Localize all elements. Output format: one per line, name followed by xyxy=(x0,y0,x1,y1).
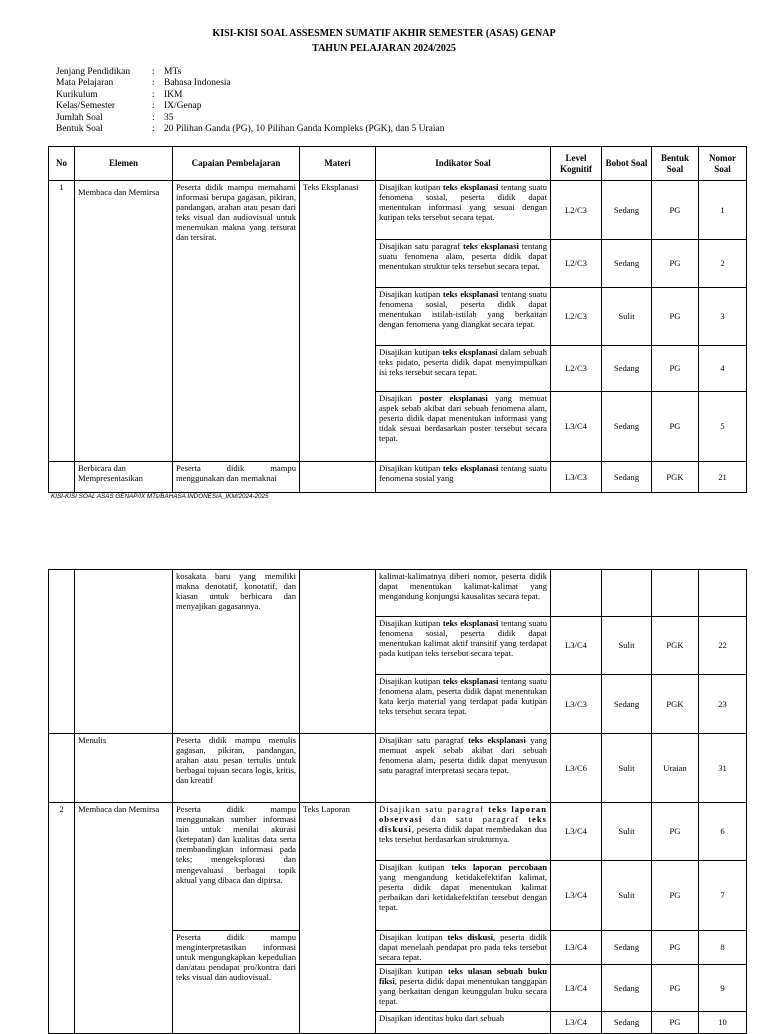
level-cell: L2/C3 xyxy=(551,346,602,392)
bentuk-cell: PG xyxy=(652,181,699,240)
info-row xyxy=(56,78,444,89)
ind-text: Disajikan kutipan xyxy=(379,932,448,942)
indikator-cell xyxy=(376,288,551,346)
level-cell: L3/C3 xyxy=(551,462,602,493)
nomor-cell: 23 xyxy=(699,675,747,734)
capaian-cell: kosakata baru yang memiliki makna denotatif, konotatif, dan kiasan untuk berbicara dan menyajikan gagasannya. xyxy=(173,570,300,734)
bentuk-cell: PGK xyxy=(652,462,699,493)
nomor-cell-empty xyxy=(699,570,747,617)
ind-text: yang memuat aspek sebab akibat dari sebuah fenomena alam, peserta didik dapat menyusun satu paragraf interpretasi secara tepat. xyxy=(379,735,547,776)
capaian-cell: Peserta didik mampu menggunakan dan memaknai xyxy=(173,462,300,493)
ind-text: Disajikan kutipan xyxy=(379,182,443,192)
info-row xyxy=(56,124,444,135)
nomor-cell: 7 xyxy=(699,861,747,931)
header-level: Level Kognitif xyxy=(551,147,602,181)
ind-bold: teks eksplanasi xyxy=(442,463,499,473)
ind-bold: teks ulasan sebuah buku fiksi xyxy=(379,966,548,987)
info-label: Kelas/Semester xyxy=(56,101,116,112)
bentuk-cell: PG xyxy=(652,1012,699,1034)
ind-bold: teks eksplanasi xyxy=(442,618,499,628)
info-sep: : xyxy=(152,78,155,89)
table-row xyxy=(49,462,747,493)
indikator-cell xyxy=(376,392,551,462)
info-label: Jenjang Pendidikan xyxy=(56,67,131,77)
ind-bold: teks eksplanasi xyxy=(442,347,498,357)
ind-text: yang mengandung ketidakefektifan kalimat, peserta didik dapat menentukan kalimat perbaikan dari ketidakefektifan tersebut dengan tepat. xyxy=(379,872,547,913)
page-footer: KISI-KISI SOAL ASAS GENAP/IX MTs/BAHASA INDONESIA_IKM/2024-2025 xyxy=(51,493,269,500)
header-nomor: Nomor Soal xyxy=(699,147,747,181)
indikator-cell xyxy=(376,861,551,931)
bentuk-cell: PG xyxy=(652,965,699,1012)
info-value: IKM xyxy=(164,89,183,100)
ind-bold: teks eksplanasi xyxy=(442,182,499,192)
bentuk-cell-empty xyxy=(652,570,699,617)
bobot-cell: Sedang xyxy=(602,675,652,734)
indikator-cell xyxy=(376,181,551,240)
ind-text: dalam sebuah teks pidato, peserta didik dapat menyimpulkan isi teks tersebut secara tepat. xyxy=(379,347,547,378)
ind-text: Disajikan kutipan xyxy=(379,862,452,872)
capaian-cell: Peserta didik mampu menggunakan sumber informasi lain untuk menilai akurasi (ketepatan) dan kualitas data serta membandingkan informasi pada teks; mengeksplorasi dan mengevaluasi berbagai topik aktual yang dibaca dan dipirsa. xyxy=(173,803,300,931)
bentuk-cell: PGK xyxy=(652,675,699,734)
elemen-cell-empty xyxy=(75,570,173,734)
nomor-cell: 22 xyxy=(699,617,747,675)
bobot-cell: Sedang xyxy=(602,392,652,462)
bobot-cell: Sulit xyxy=(602,734,652,803)
bobot-cell: Sedang xyxy=(602,346,652,392)
info-value: Bahasa Indonesia xyxy=(164,78,231,89)
ind-text: , peserta didik dapat menentukan tanggapan yang berkaitan dengan keunggulan buku secara tepat. xyxy=(379,976,547,1007)
level-cell: L3/C4 xyxy=(551,803,602,861)
info-value: 20 Pilihan Ganda (PG), 10 Pilihan Ganda Kompleks (PGK), dan 5 Uraian xyxy=(164,124,445,135)
info-label: Kurikulum xyxy=(56,89,98,100)
bobot-cell: Sulit xyxy=(602,803,652,861)
ind-text: tentang suatu fenomena sosial, peserta didik dapat menentukan kalimat aktif transitif yang terdapat pada kutipan teks tersebut secara tepat. xyxy=(379,618,547,659)
info-label: Jumlah Soal xyxy=(56,112,103,123)
level-cell: L3/C4 xyxy=(551,965,602,1012)
ind-text: tentang suatu fenomena sosial, peserta didik dapat menentukan informasi yang sesuai dengan kutipan teks tersebut secara tepat. xyxy=(379,182,547,223)
info-row xyxy=(56,90,444,101)
ind-text: , peserta didik dapat menelaah pendapat pro pada teks tersebut secara tepat. xyxy=(379,932,547,963)
info-row xyxy=(56,67,444,78)
ind-text: tentang suatu fenomena sosial yang xyxy=(379,463,547,484)
ind-text: , peserta didik dapat membedakan dua teks tersebut berdasarkan strukturnya. xyxy=(379,824,547,845)
indikator-cell: Disajikan identitas buku dari sebuah xyxy=(376,1012,551,1034)
bobot-cell: Sedang xyxy=(602,1012,652,1034)
table-row xyxy=(49,181,747,240)
nomor-cell: 21 xyxy=(699,462,747,493)
info-sep: : xyxy=(152,124,155,135)
bentuk-cell: PG xyxy=(652,346,699,392)
row-number-empty xyxy=(49,570,75,734)
bobot-cell: Sedang xyxy=(602,965,652,1012)
info-sep: : xyxy=(152,89,155,100)
level-cell: L3/C3 xyxy=(551,675,602,734)
elemen-cell: Berbicara dan Mempresentasikan xyxy=(75,462,173,493)
info-label: Mata Pelajaran xyxy=(56,78,114,89)
header-materi: Materi xyxy=(300,147,376,181)
info-sep: : xyxy=(152,101,155,112)
indikator-cell xyxy=(376,734,551,803)
document-subtitle: TAHUN PELAJARAN 2024/2025 xyxy=(312,43,456,54)
info-sep: : xyxy=(152,67,155,77)
bentuk-cell: PGK xyxy=(652,617,699,675)
kisi-kisi-table-page1 xyxy=(48,146,747,493)
header-row xyxy=(49,147,747,181)
level-cell-empty xyxy=(551,570,602,617)
nomor-cell: 2 xyxy=(699,240,747,288)
header-bentuk: Bentuk Soal xyxy=(652,147,699,181)
elemen-cell: Membaca dan Memirsa xyxy=(75,803,173,1034)
header-bobot: Bobot Soal xyxy=(602,147,652,181)
info-sep: : xyxy=(152,112,155,123)
nomor-cell: 4 xyxy=(699,346,747,392)
level-cell: L2/C3 xyxy=(551,181,602,240)
bobot-cell: Sedang xyxy=(602,931,652,965)
bobot-cell: Sedang xyxy=(602,240,652,288)
ind-text: dan satu paragraf xyxy=(422,814,529,825)
ind-bold: teks eksplanasi xyxy=(462,241,519,251)
nomor-cell: 5 xyxy=(699,392,747,462)
bobot-cell: Sedang xyxy=(602,181,652,240)
indikator-cell xyxy=(376,346,551,392)
row-number-empty xyxy=(49,462,75,493)
ind-bold: poster eksplanasi xyxy=(419,393,488,403)
level-cell: L3/C4 xyxy=(551,617,602,675)
ind-bold: teks eksplanasi xyxy=(468,735,526,745)
ind-text: tentang suatu fenomena alam, peserta didik dapat menentukan struktur teks tersebut secara tepat. xyxy=(379,241,547,272)
ind-text: Disajikan kutipan xyxy=(379,347,443,357)
indikator-cell xyxy=(376,675,551,734)
materi-cell-empty xyxy=(300,734,376,803)
ind-text: Disajikan satu paragraf xyxy=(379,735,469,745)
bentuk-cell: Uraian xyxy=(652,734,699,803)
info-row xyxy=(56,113,444,124)
elemen-cell: Menulis xyxy=(75,734,173,803)
ind-bold: teks diskusi xyxy=(379,814,547,835)
kisi-kisi-table-page2 xyxy=(48,569,747,1034)
bobot-cell: Sulit xyxy=(602,288,652,346)
bobot-cell: Sulit xyxy=(602,861,652,931)
bobot-cell-empty xyxy=(602,570,652,617)
indikator-cell xyxy=(376,462,551,493)
nomor-cell: 10 xyxy=(699,1012,747,1034)
info-block xyxy=(56,67,444,135)
indikator-cell: kalimat-kalimatnya diberi nomor, peserta didik dapat menentukan kalimat-kalimat yang mengandung konjungsi kausalitas secara tepat. xyxy=(376,570,551,617)
info-value: 35 xyxy=(164,112,174,123)
document-title: KISI-KISI SOAL ASSESMEN SUMATIF AKHIR SEMESTER (ASAS) GENAP xyxy=(212,28,556,39)
indikator-cell xyxy=(376,240,551,288)
row-number: 2 xyxy=(49,803,75,1034)
ind-text: Disajikan xyxy=(379,393,420,403)
ind-bold: teks eksplanasi xyxy=(442,676,499,686)
materi-cell-empty xyxy=(300,570,376,734)
materi-cell-empty xyxy=(300,462,376,493)
info-value: MTs xyxy=(164,67,182,77)
ind-text: Disajikan satu paragraf xyxy=(379,241,463,251)
capaian-cell: Peserta didik mampu memahami informasi berupa gagasan, pikiran, pandangan, arahan atau pesan dari teks visual dan audiovisual untuk menemukan makna yang tersurat dan tersirat. xyxy=(173,181,300,462)
header-capaian: Capaian Pembelajaran xyxy=(173,147,300,181)
bentuk-cell: PG xyxy=(652,392,699,462)
header-elemen: Elemen xyxy=(75,147,173,181)
ind-text: Disajikan kutipan xyxy=(379,289,443,299)
info-label: Bentuk Soal xyxy=(56,124,103,135)
nomor-cell: 9 xyxy=(699,965,747,1012)
bobot-cell: Sulit xyxy=(602,617,652,675)
materi-cell: Teks Laporan xyxy=(300,803,376,1034)
ind-text: Disajikan satu paragraf xyxy=(379,804,489,814)
bentuk-cell: PG xyxy=(652,931,699,965)
nomor-cell: 3 xyxy=(699,288,747,346)
ind-text: Disajikan kutipan xyxy=(379,618,443,628)
ind-bold: teks eksplanasi xyxy=(442,289,499,299)
level-cell: L3/C4 xyxy=(551,931,602,965)
nomor-cell: 8 xyxy=(699,931,747,965)
nomor-cell: 1 xyxy=(699,181,747,240)
info-value: IX/Genap xyxy=(164,101,202,112)
table-row xyxy=(49,570,747,617)
level-cell: L2/C3 xyxy=(551,288,602,346)
info-row xyxy=(56,101,444,112)
capaian-cell: Peserta didik mampu menginterpretasikan informasi untuk mengungkapkan kepedulian dan/atau pendapat pro/kontra dari teks visual dan audiovisual. xyxy=(173,931,300,1034)
level-cell: L3/C4 xyxy=(551,392,602,462)
ind-text: tentang suatu fenomena alam, peserta didik dapat menentukan kata kerja material yang terdapat pada kutipan teks tersebut secara tepat. xyxy=(379,676,547,717)
ind-text: tentang suatu fenomena sosial, peserta didik dapat menentukan istilah-istilah yang berkaitan dengan fenomena yang diangkat secara tepat. xyxy=(379,289,547,330)
indikator-cell xyxy=(376,965,551,1012)
bentuk-cell: PG xyxy=(652,861,699,931)
indikator-cell xyxy=(376,931,551,965)
ind-bold: teks laporan observasi xyxy=(379,804,547,825)
table-row xyxy=(49,803,747,861)
bentuk-cell: PG xyxy=(652,803,699,861)
ind-text: yang memuat aspek sebab akibat dari sebuah fenomena alam, peserta didik dapat menentukan informasi yang tidak sesuai berdasarkan poster tersebut secara tepat. xyxy=(379,393,547,444)
ind-text: Disajikan kutipan xyxy=(379,966,448,976)
bentuk-cell: PG xyxy=(652,288,699,346)
row-number: 1 xyxy=(49,181,75,462)
bentuk-cell: PG xyxy=(652,240,699,288)
ind-text: Disajikan kutipan xyxy=(379,676,443,686)
nomor-cell: 6 xyxy=(699,803,747,861)
nomor-cell: 31 xyxy=(699,734,747,803)
indikator-cell xyxy=(376,803,551,861)
header-indikator: Indikator Soal xyxy=(376,147,551,181)
capaian-cell: Peserta didik mampu menulis gagasan, pikiran, pandangan, arahan atau pesan tertulis untuk berbagai tujuan secara logis, kritis, dan kreatif xyxy=(173,734,300,803)
level-cell: L3/C4 xyxy=(551,1012,602,1034)
level-cell: L2/C3 xyxy=(551,240,602,288)
materi-cell: Teks Eksplanasi xyxy=(300,181,376,462)
ind-bold: teks laporan percobaan xyxy=(451,862,547,872)
level-cell: L3/C6 xyxy=(551,734,602,803)
header-no: No xyxy=(49,147,75,181)
table-row xyxy=(49,734,747,803)
level-cell: L3/C4 xyxy=(551,861,602,931)
ind-bold: teks diskusi xyxy=(447,932,494,942)
elemen-cell: Membaca dan Memirsa xyxy=(75,181,173,462)
ind-text: Disajikan kutipan xyxy=(379,463,443,473)
indikator-cell xyxy=(376,617,551,675)
row-number-empty xyxy=(49,734,75,803)
bobot-cell: Sedang xyxy=(602,462,652,493)
